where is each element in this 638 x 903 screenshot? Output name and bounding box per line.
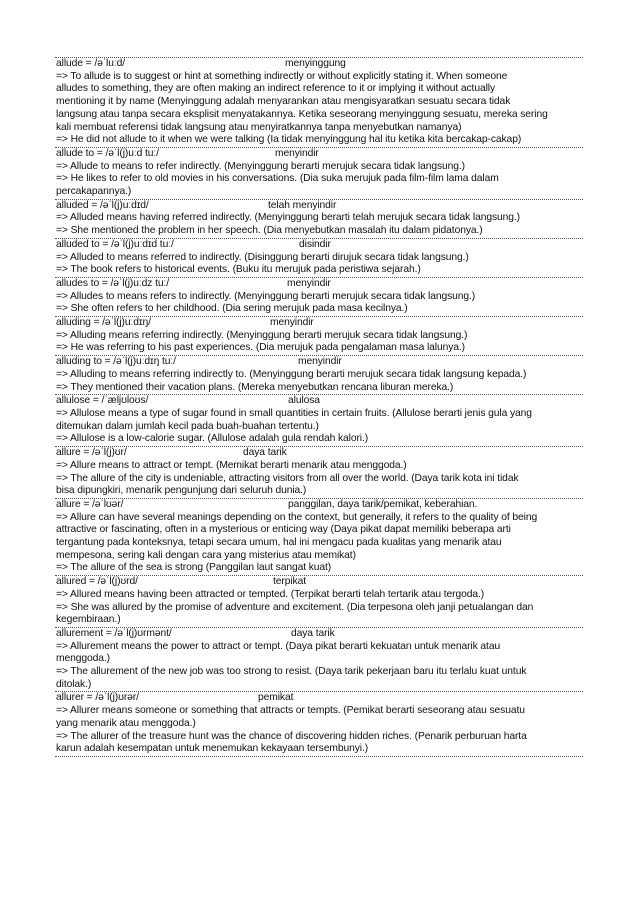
entry-text-line: ditolak.) (56, 678, 92, 690)
entry-text-line: kegembiraan.) (56, 614, 121, 626)
entry-text-line: tergantung pada konteksnya, tetapi secara umum, hal ini mengacu pada kualitas yang menarik atau (56, 537, 502, 549)
entry-headword-row (55, 200, 583, 213)
entry-text-line: => Alluded to means referred to indirectly. (Disinggung berarti dirujuk secara tidak langsung.) (56, 251, 469, 263)
entry-text-line: => Allured means having been attracted or tempted. (Terpikat berarti telah tertarik atau tergoda.) (56, 588, 485, 600)
entry-translation: menyinggung (285, 58, 346, 69)
entry-headword-row (55, 356, 583, 369)
entry-text-line: => Alludes to means refers to indirectly. (Menyinggung berarti merujuk secara tidak langsung.) (56, 290, 476, 302)
entry-text-line: => Allurement means the power to attract or tempt. (Daya pikat berarti kekuatan untuk menarik atau (56, 640, 501, 652)
entry-text-line: => He did not allude to it when we were talking (Ia tidak menyinggung hal itu ketika kita bercakap-cakap) (56, 134, 522, 146)
entry-headword-row (55, 317, 583, 330)
entry-translation: disindir (299, 238, 331, 250)
entry-word: allurer = /əˈl(j)ʊrər/ (56, 692, 139, 704)
entry-text-line: => Allulose is a low-calorie sugar. (Allulose adalah gula rendah kalori.) (56, 433, 369, 445)
entry-text-line: => Allulose means a type of sugar found in small quantities in certain fruits. (Allulose berarti jenis gula yang (56, 407, 532, 419)
entry-headword-row (55, 58, 583, 71)
dictionary-entry (55, 446, 583, 498)
entry-headword-row (55, 447, 583, 460)
entry-text-line: => To allude is to suggest or hint at something indirectly or without explicitly stating it. When someone (56, 70, 508, 82)
entry-translation: panggilan, daya tarik/pemikat, keberahian. (288, 498, 478, 510)
entry-text-line: => The book refers to historical events. (Buku itu merujuk pada peristiwa sejarah.) (56, 264, 421, 276)
dictionary-entry (55, 691, 583, 757)
entry-text-line: => Allurer means someone or something that attracts or tempts. (Pemikat berarti seseorang atau sesuatu (56, 705, 525, 717)
entry-text-line: => She mentioned the problem in her speech. (Dia menyebutkan masalah itu dalam pidatonya.) (56, 225, 483, 237)
entry-text-line: ditemukan dalam jumlah kecil pada buah-buahan tertentu.) (56, 420, 319, 432)
entry-text-line: => Allude to means to refer indirectly. (Menyinggung berarti merujuk secara tidak langsung.) (56, 160, 465, 172)
entry-text-line: => The allure of the sea is strong (Panggilan laut sangat kuat) (56, 562, 332, 574)
entry-text-line: => They mentioned their vacation plans. (Mereka menyebutkan rencana liburan mereka.) (56, 381, 454, 393)
entry-text-line: mempesona, sering kali dengan cara yang misterius atau memikat) (56, 549, 356, 561)
entry-text-line: langsung atau tanpa secara eksplisit menyatakannya. Ketika seseorang menyinggung sesuatu, mereka sering (56, 108, 548, 120)
entry-text-line: => The allure of the city is undeniable, attracting visitors from all over the world. (Daya tarik kota ini tidak (56, 472, 519, 484)
entry-headword-row (55, 395, 583, 408)
entry-word: alluded to = /əˈl(j)uːdɪd tuː/ (56, 238, 174, 250)
entry-translation: menyindir (270, 317, 314, 329)
dictionary-entry (55, 627, 583, 692)
entry-translation: terpikat (273, 576, 306, 588)
entry-word: alludes to = /əˈl(j)uːdz tuː/ (56, 277, 169, 289)
entry-translation: daya tarik (291, 627, 335, 639)
entry-text-line: => The allurement of the new job was too strong to resist. (Daya tarik pekerjaan baru itu terlalu kuat untuk (56, 666, 527, 678)
entry-text-line: bisa dipungkiri, menarik pengunjung dari seluruh dunia.) (56, 485, 307, 497)
entry-text-line: => She often refers to her childhood. (Dia sering merujuk pada masa kecilnya.) (56, 303, 408, 315)
entry-translation: menyindir (287, 277, 331, 289)
entry-text-line: => He was referring to his past experiences. (Dia merujuk pada pengalaman masa lalunya.) (56, 342, 466, 354)
entry-headword-row (55, 239, 583, 252)
entry-headword-row (55, 692, 583, 705)
entry-word: alluding to = /əˈl(j)uːdɪŋ tuː/ (56, 356, 176, 368)
entry-text-line: attractive or fascinating, often in a mysterious or enticing way (Daya pikat dapat memiliki beberapa arti (56, 524, 511, 536)
entry-translation: alulosa (288, 395, 320, 407)
entry-word: allude = /əˈluːd/ (56, 58, 125, 69)
entry-translation: telah menyindir (268, 199, 337, 211)
entry-text-line: => Allure can have several meanings depending on the context, but generally, it refers to the quality of being (56, 511, 538, 523)
entry-text-line: mentioning it by name (Menyinggung adalah menyarankan atau mengisyaratkan sesuatu secara tidak (56, 96, 511, 108)
entry-text-line: kali membuat referensi tidak langsung atau menyiratkannya tanpa menyebutkan namanya) (56, 121, 462, 133)
entry-word: allured = /əˈl(j)ʊrd/ (56, 576, 138, 588)
entry-headword-row (55, 576, 583, 589)
entry-word: alluding = /əˈl(j)uːdɪŋ/ (56, 317, 151, 329)
entry-text-line: => Alluding to means referring indirectly to. (Menyinggung berarti merujuk secara tidak langsung kepada.) (56, 368, 527, 380)
entry-text-line: => Alluded means having referred indirectly. (Menyinggung berarti telah merujuk secara tidak langsung.) (56, 212, 521, 224)
entry-translation: menyindir (298, 356, 342, 368)
entry-headword-row (55, 499, 583, 512)
dictionary-entry (55, 147, 583, 199)
entry-text-line: => She was allured by the promise of adventure and excitement. (Dia terpesona oleh janji petualangan dan (56, 601, 534, 613)
dictionary-entry (55, 277, 583, 316)
dictionary-entry (55, 394, 583, 446)
entry-word: allude to = /əˈl(j)uːd tuː/ (56, 147, 159, 159)
entry-text-line: percakapannya.) (56, 186, 132, 198)
dictionary-entry (55, 57, 583, 147)
entry-headword-row (55, 628, 583, 641)
entry-word: allure = /əˈl(j)ʊr/ (56, 447, 127, 459)
entry-translation: daya tarik (243, 447, 287, 459)
dictionary-entry (55, 498, 583, 575)
entry-text-line: => He likes to refer to old movies in his conversations. (Dia suka merujuk pada film-film lama dalam (56, 173, 499, 185)
dictionary-page (55, 57, 583, 757)
entry-word: allure = /əˈlʊər/ (56, 498, 124, 510)
entry-translation: pemikat (258, 692, 294, 704)
entry-text-line: alludes to something, they are often making an indirect reference to it or implying it without actually (56, 83, 495, 95)
entry-word: allurement = /əˈl(j)ʊrmənt/ (56, 627, 172, 639)
entry-text-line: menggoda.) (56, 653, 110, 665)
entry-text-line: karun adalah kesempatan untuk menemukan kekayaan tersembunyi.) (56, 743, 369, 755)
entry-word: allulose = /ˈæljʊloʊs/ (56, 395, 149, 407)
dictionary-entry (55, 316, 583, 355)
dictionary-entry (55, 575, 583, 627)
entry-text-line: => The allurer of the treasure hunt was the chance of discovering hidden riches. (Penarik perburuan harta (56, 730, 527, 742)
entry-word: alluded = /əˈl(j)uːdɪd/ (56, 199, 149, 211)
dictionary-entry (55, 199, 583, 238)
dictionary-entry (55, 238, 583, 277)
entry-headword-row (55, 148, 583, 161)
dictionary-entry (55, 355, 583, 394)
entry-text-line: => Alluding means referring indirectly. (Menyinggung berarti merujuk secara tidak langsung.) (56, 329, 468, 341)
entry-text-line: => Allure means to attract or tempt. (Memikat berarti menarik atau menggoda.) (56, 459, 407, 471)
entry-headword-row (55, 278, 583, 291)
entry-text-line: yang menarik atau menggoda.) (56, 717, 196, 729)
entry-translation: menyindir (275, 147, 319, 159)
